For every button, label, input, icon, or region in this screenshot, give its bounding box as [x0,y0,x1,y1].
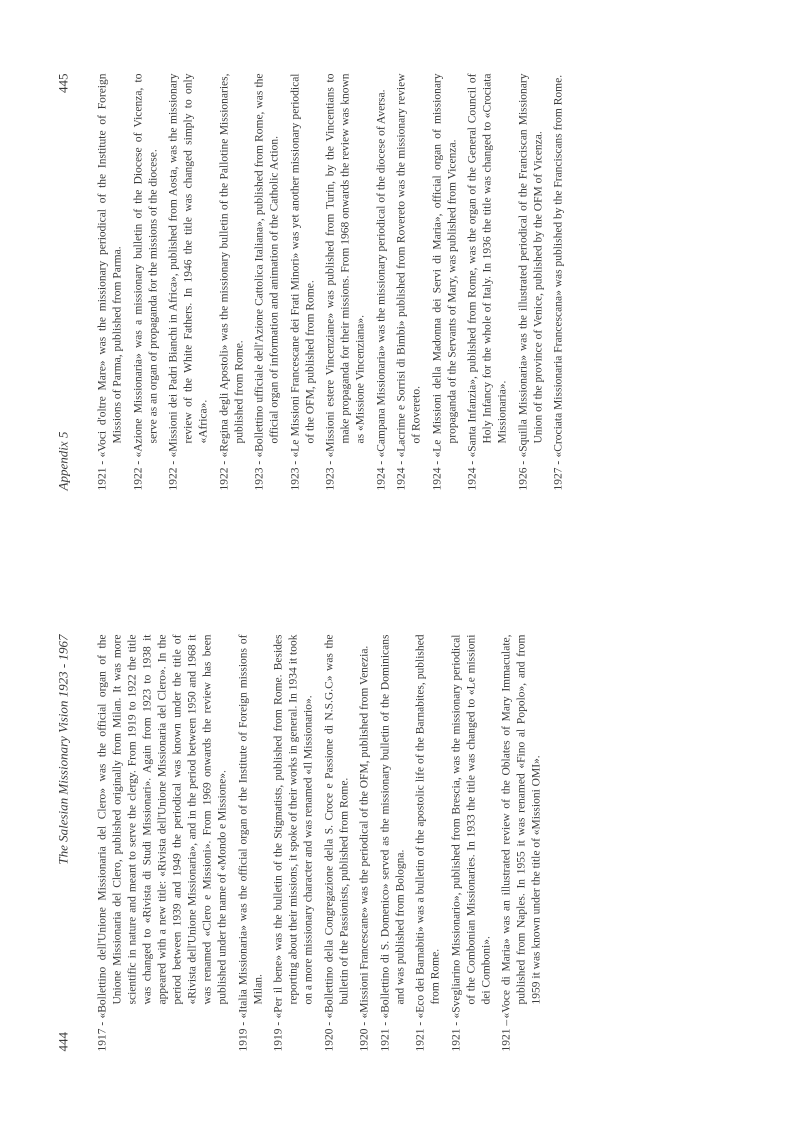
list-item [378,634,408,1051]
entry-year: 1922 - [217,460,230,490]
entry-text: «Missioni Francescane» was the periodical of the OFM, published from Venezia. [358,645,370,1018]
entry-year: 1926 - [516,460,529,490]
list-item [323,73,368,490]
entry-year: 1921 - [378,1021,391,1051]
entry-text: «Azione Missionaria» was a missionary bulletin of the Diocese of Vicenza, to serve as an organ of propaganda for the missions of the diocese. [131,73,159,457]
left-page-header [55,634,75,1051]
right-page-body [95,73,572,490]
list-item [394,73,424,490]
entry-year: 1924 - [430,460,443,490]
entry-text: «Svegliarino Missionario», published from Brescia, was the missionary periodical of the Combonian Missionaries. In 1933 the title was changed to «Le missioni dei Comboni». [449,634,492,1018]
entry-year: 1921 - [449,1021,462,1051]
entry-text: «Voci d'oltre Mare» was the missionary periodical of the Institute of Foreign Missions of Parma, published from Parma. [96,73,123,457]
list-item [499,634,544,1051]
entry-text: «Eco dei Barnabiti» was a bulletin of the apostolic life of the Barnabites, published from Rome. [414,634,441,1018]
entry-text: «Regina degli Apostoli» was the missionary bulletin of the Pallotine Missionaries, published from Rome. [217,73,245,457]
entry-year: 1921 - [96,460,108,490]
entry-text: «Italia Missionaria» was the official organ of the Institute of Foreign missions of Milan. [236,634,264,1018]
running-title: The Salesian Missionary Vision 1923 - 1967 [55,634,70,865]
entry-year: 1917 - [96,1021,108,1051]
list-item [131,73,161,490]
page-number: 444 [55,1031,70,1051]
list-item [374,73,389,490]
entry-text: «Bollettino dell'Unione Missionaria del Clero» was the official organ of the Unione Missionaria del Clero, published originally from Milan. It was more scientific in nature and meant to serve the clergy. From 1919 to 1922 the title was changed to «Rivista di Studi Missionari». Again from 1923 to 1938 it appeared with a new title: «Rivista dell'Unione Missionaria del Clero». In the period between 1939 and 1949 the periodical was known under the title of «Rivista dell'Unione Missionaria», and in the period between 1950 and 1968 it was renamed «Clero e Missioni». From 1969 onwards the review has been published under the name of «Mondo e Missione». [96,634,228,1018]
entry-year: 1922 - [167,460,179,490]
entry-text: «Le Missioni Francescane dei Frati Minori» was yet another missionary periodical of the OFM, published from Rome. [288,73,316,457]
entry-text: «Santa Infanzia», published from Rome, was the organ of the General Council of Holy Infancy for the whole of Italy. In 1936 the title was changed to «Crociata Missionaria». [466,73,508,457]
entry-year: 1920 - [358,1021,370,1051]
entry-year: 1921 – [500,1019,512,1051]
entry-text: «Bollettino ufficiale dell'Azione Cattolica Italiana», published from Rome, was the official organ of information and animation of the Catholic Action. [253,73,280,457]
entry-year: 1923 - [253,460,265,490]
entry-year: 1923 - [324,460,336,490]
entry-text: «Per il bene» was the bulletin of the Stigmatists, published from Rome. Besides reporting about their missions, it spoke of their works in general. In 1934 it took on a more missionary character and was renamed «Il Missionario». [272,634,314,1018]
left-page [0,562,793,1123]
list-item [271,634,316,1051]
list-item [516,73,546,490]
list-item [465,73,510,490]
left-page-body [95,634,550,1051]
entry-text: «Missioni estere Vincenziane» was published from Turin, by the Vincentians to make propaganda for their missions. From 1968 onwards the review was known as «Missione Vincenziana». [324,73,366,457]
entry-text: «Crociata Missionaria Francescana» was published by the Franciscans from Rome. [552,74,564,457]
entry-year: 1924 - [466,460,478,490]
list-item [166,73,211,490]
right-page-header [55,73,75,490]
list-item [357,634,372,1051]
entry-year: 1920 - [322,1021,335,1051]
list-item [322,634,352,1051]
list-item [430,73,460,490]
entry-year: 1921 - [414,1021,426,1051]
entry-text: «Bollettino della Congregazione della S. Croce e Passione di N.S.G.C» was the bulletin of the Passionists, published from Rome. [322,634,350,1018]
list-item [288,73,318,490]
list-item [95,634,230,1051]
page-number: 445 [55,73,70,93]
list-item [252,73,282,490]
entry-text: «Le Missioni della Madonna dei Servi di Maria», official organ of missionary propaganda of the Servants of Mary, was published from Vicenza. [430,73,458,457]
entry-text: «Campana Missionaria» was the missionary periodical of the diocese of Aversa. [374,88,387,457]
entry-text: «Voce di Maria» was an illustrated review of the Oblates of Mary Immaculate, published from Naples. In 1955 it was renamed «Fino al Popolo», and from 1959 it was known under the title of «Missioni OMI». [500,634,542,1018]
entry-text: «Squilla Missionaria» was the illustrated periodical of the Franciscan Missionary Union of the province of Venice, published by the OFM of Vicenza. [516,73,544,457]
running-title: Appendix 5 [55,431,70,490]
entry-text: «Bollettino di S. Domenico» served as the missionary bulletin of the Dominicans and was published from Bologna. [378,634,406,1018]
list-item [217,73,247,490]
list-item [95,73,125,490]
list-item [236,634,266,1051]
entry-text: «Missioni dei Padri Bianchi in Africa», published from Aosta, was the missionary review of the White Fathers. In 1946 the title was changed simply to only «Africa». [167,73,209,457]
list-item [551,73,566,490]
entry-year: 1919 - [272,1021,284,1051]
entry-year: 1927 - [552,460,564,490]
entry-year: 1924 - [395,460,407,490]
list-item [449,634,494,1051]
list-item [413,634,443,1051]
entry-year: 1922 - [131,460,144,490]
entry-year: 1919 - [236,1021,249,1051]
entry-year: 1924 - [374,460,387,490]
right-page [0,1,793,562]
entry-year: 1923 - [288,460,301,490]
entry-text: «Lacrime e Sorrisi di Bimbi» published from Rovereto was the missionary review of Rovereto. [395,73,422,457]
